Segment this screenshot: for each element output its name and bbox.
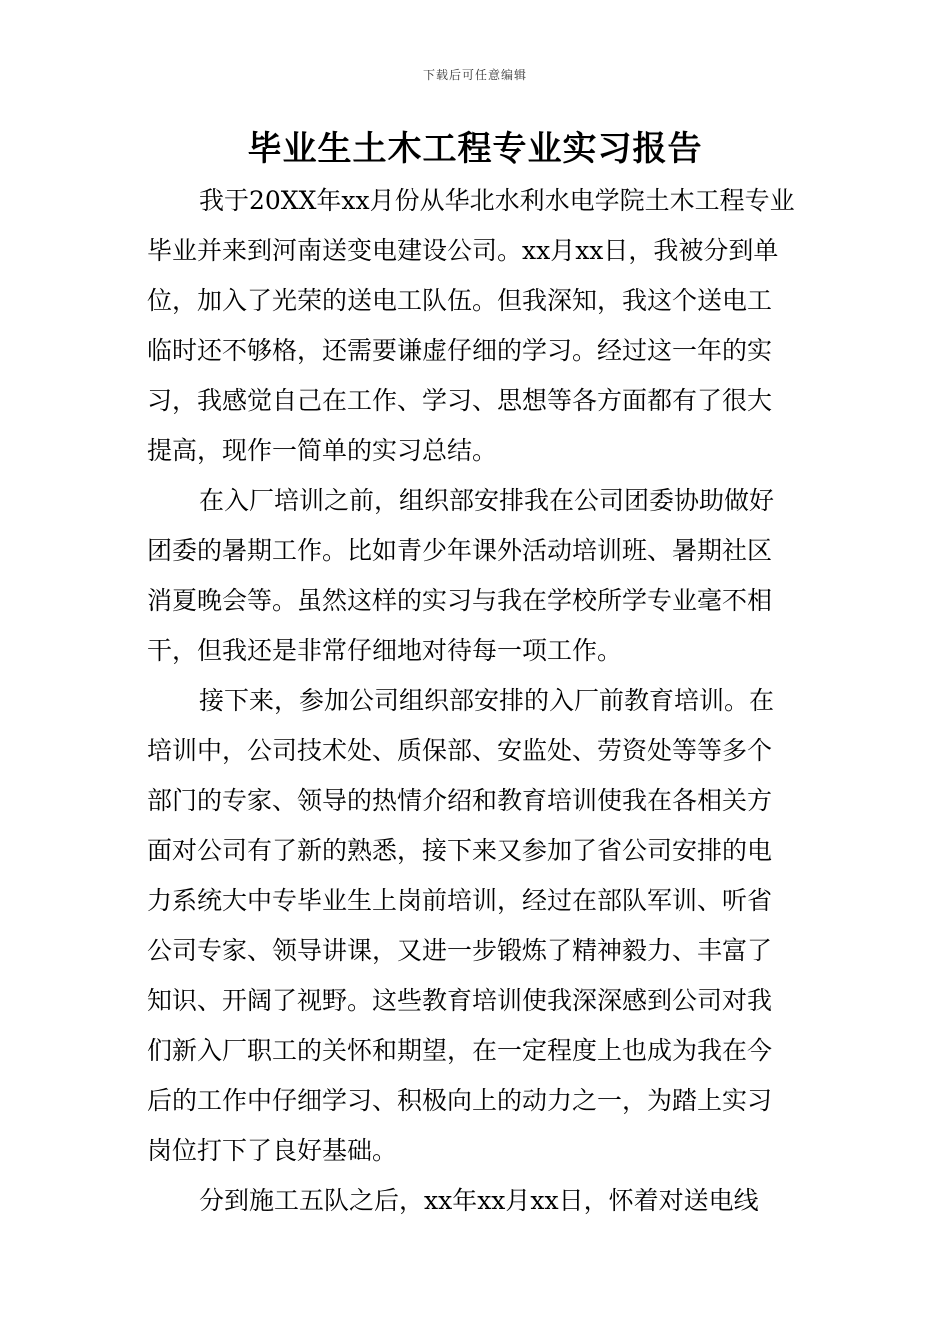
paragraph-1 <box>147 176 807 476</box>
paragraph-line: 位，加入了光荣的送电工队伍。但我深知，我这个送电工 <box>147 286 773 315</box>
paragraph-line: 知识、开阔了视野。这些教育培训使我深深感到公司对我 <box>147 986 773 1015</box>
document-title: 毕业生土木工程专业实习报告 <box>247 129 703 169</box>
paragraph-line: 毕业并来到河南送变电建设公司。xx月xx日，我被分到单 <box>147 236 779 265</box>
paragraph-line: 分到施工五队之后，xx年xx月xx日，怀着对送电线 <box>199 1186 759 1215</box>
paragraph-line: 们新入厂职工的关怀和期望，在一定程度上也成为我在今 <box>147 1036 773 1065</box>
paragraph-line: 后的工作中仔细学习、积极向上的动力之一，为踏上实习 <box>147 1086 773 1115</box>
paragraph-line: 力系统大中专毕业生上岗前培训，经过在部队军训、听省 <box>147 886 773 915</box>
paragraph-line: 习，我感觉自己在工作、学习、思想等各方面都有了很大 <box>147 386 773 415</box>
paragraph-line: 面对公司有了新的熟悉，接下来又参加了省公司安排的电 <box>147 836 773 865</box>
paragraph-2 <box>147 476 807 676</box>
paragraph-3 <box>147 676 807 1176</box>
paragraph-line: 部门的专家、领导的热情介绍和教育培训使我在各相关方 <box>147 786 773 815</box>
paragraph-line: 接下来，参加公司组织部安排的入厂前教育培训。在 <box>199 686 775 715</box>
paragraph-4 <box>147 1176 807 1226</box>
paragraph-line: 团委的暑期工作。比如青少年课外活动培训班、暑期社区 <box>147 536 773 565</box>
paragraph-line: 岗位打下了良好基础。 <box>147 1136 398 1165</box>
paragraph-line: 干，但我还是非常仔细地对待每一项工作。 <box>147 636 623 665</box>
paragraph-line: 培训中，公司技术处、质保部、安监处、劳资处等等多个 <box>147 736 773 765</box>
paragraph-line: 在入厂培训之前，组织部安排我在公司团委协助做好 <box>199 486 775 515</box>
paragraph-line: 临时还不够格，还需要谦虚仔细的学习。经过这一年的实 <box>147 336 773 365</box>
paragraph-line: 消夏晚会等。虽然这样的实习与我在学校所学专业毫不相 <box>147 586 773 615</box>
paragraph-line: 提高，现作一简单的实习总结。 <box>147 436 498 465</box>
header-note: 下载后可任意编辑 <box>422 68 527 82</box>
document-body <box>147 176 807 1226</box>
paragraph-line: 公司专家、领导讲课，又进一步锻炼了精神毅力、丰富了 <box>147 936 773 965</box>
paragraph-line: 我于20XX年xx月份从华北水利水电学院土木工程专业 <box>199 186 795 215</box>
